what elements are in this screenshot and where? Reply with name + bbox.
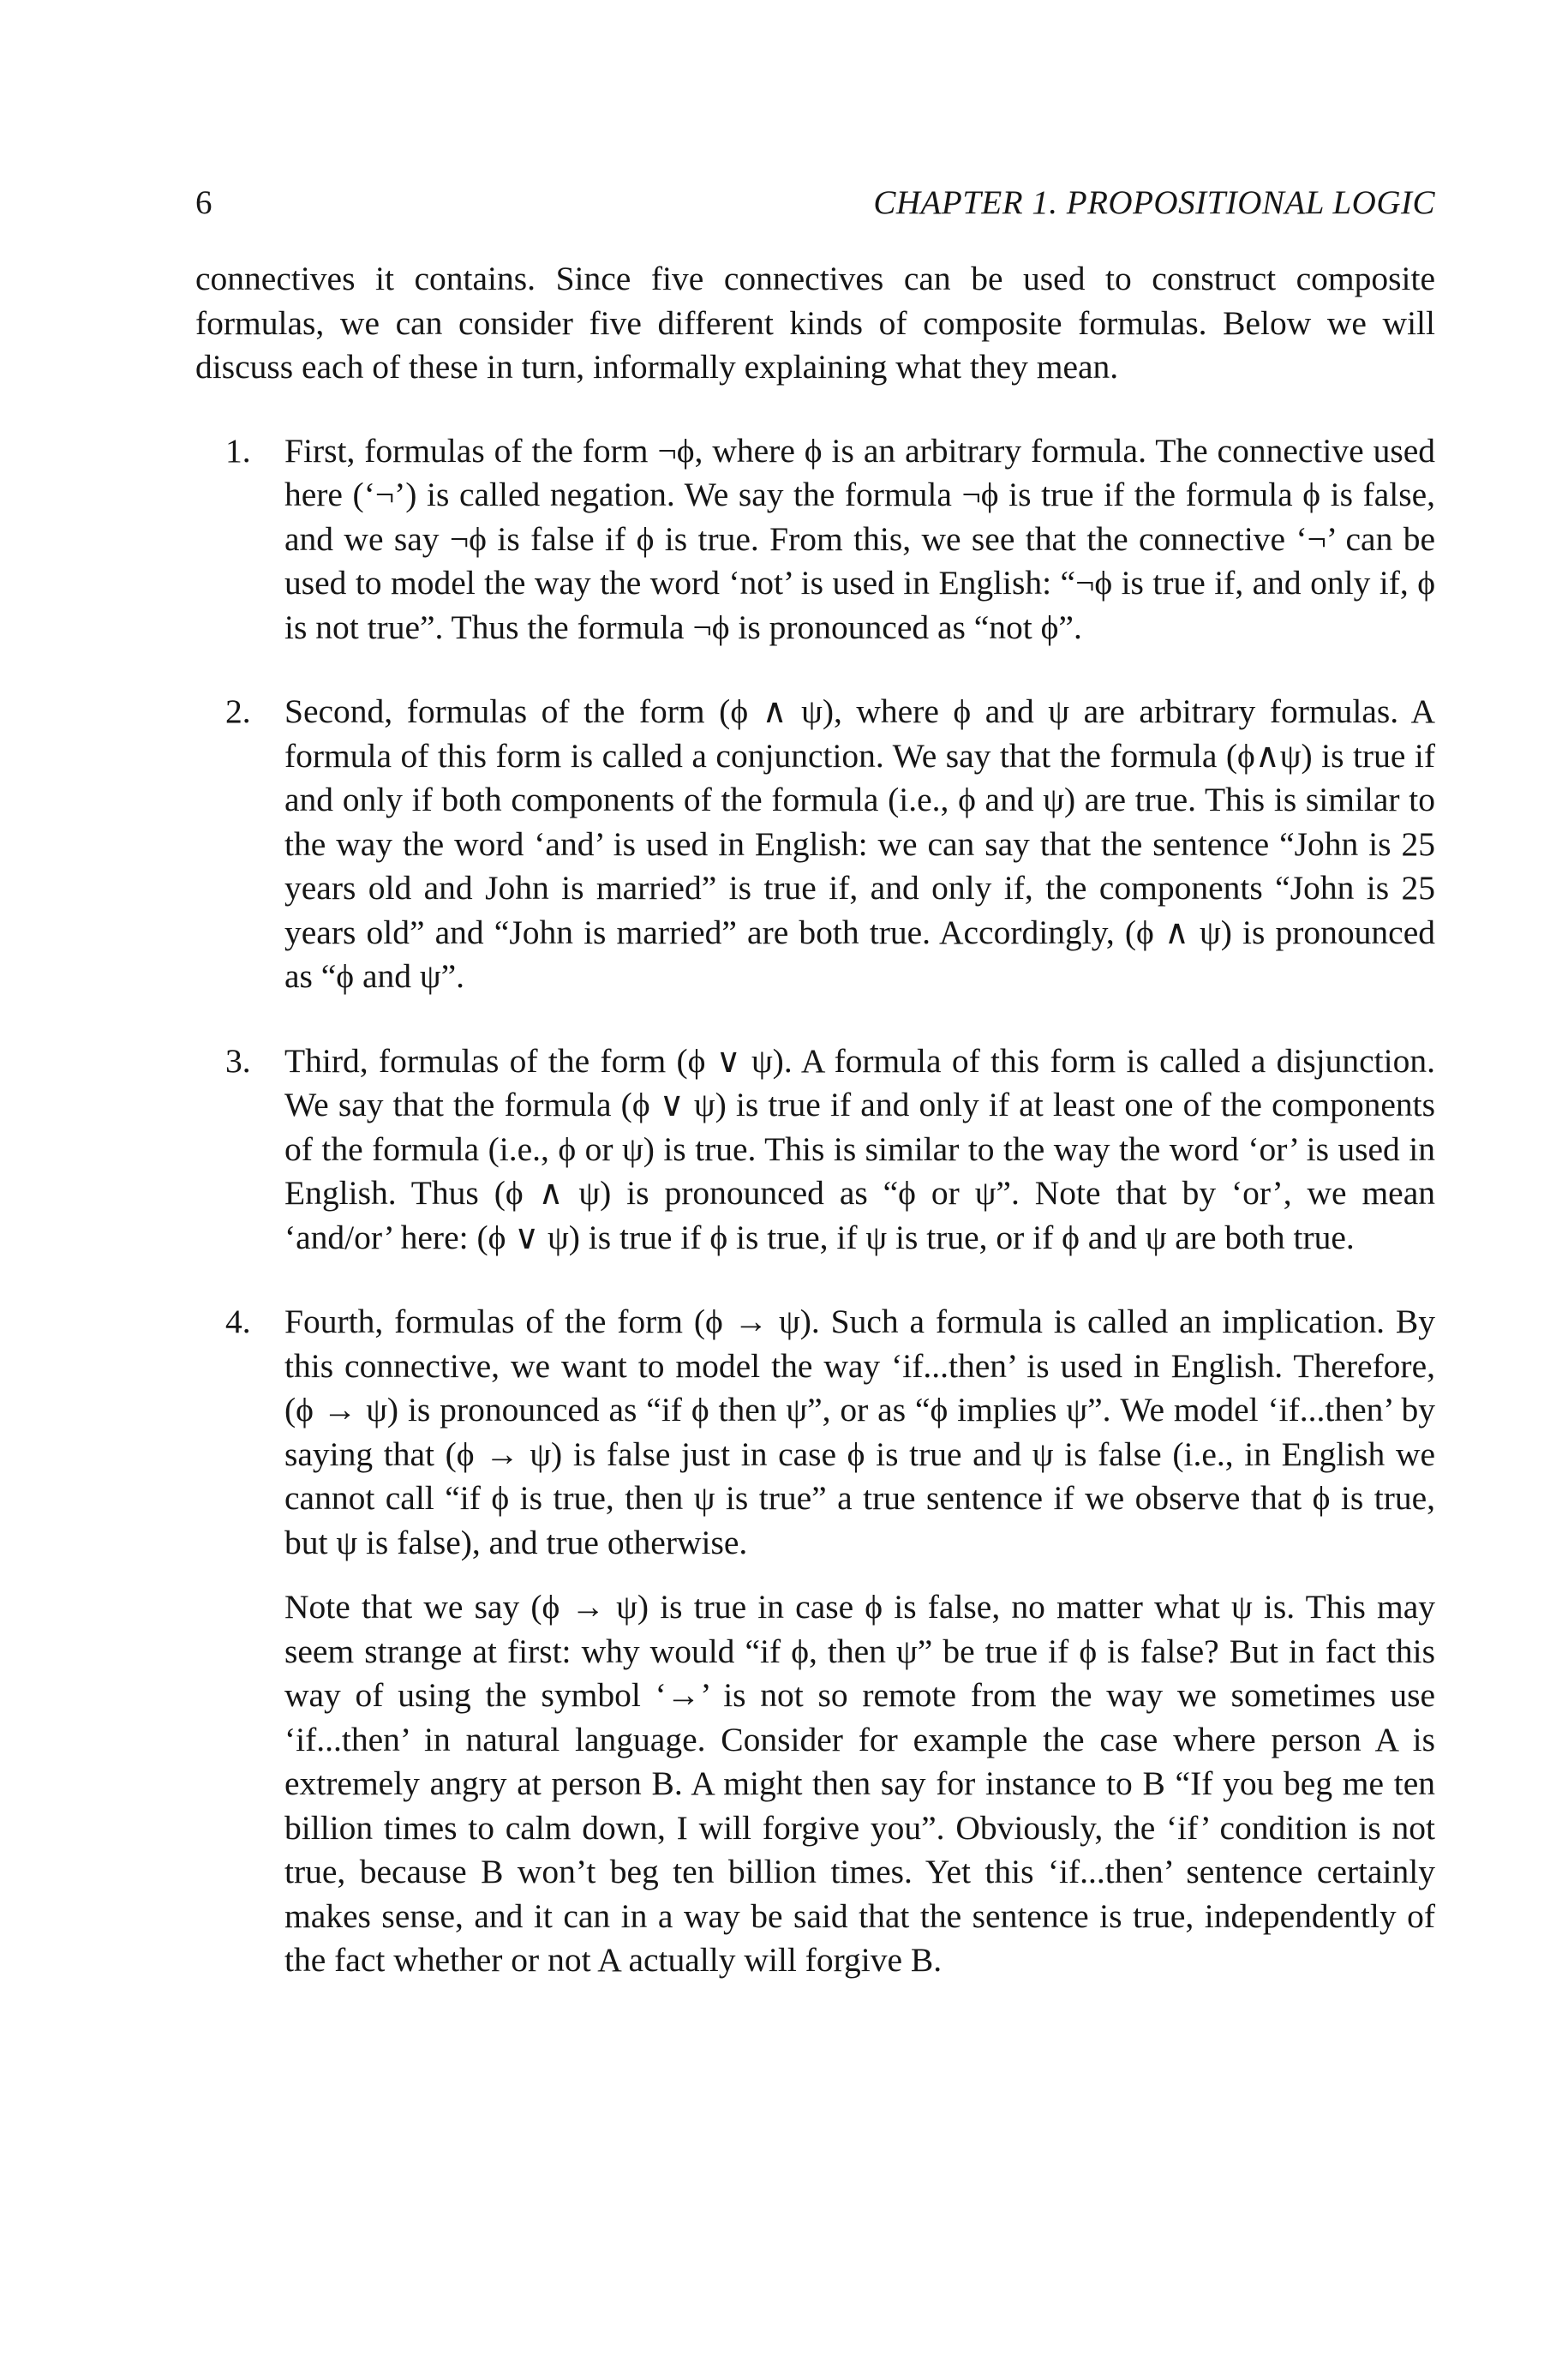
list-item-disjunction bbox=[195, 1039, 1435, 1261]
list-item-text: Fourth, formulas of the form (ϕ → ψ). Such a formula is called an implication. By this connective, we want to model the way ‘if...then’ is used in English. Therefore, (ϕ → ψ) is pronounced as “if ϕ then ψ”, or as “ϕ implies ψ”. We model ‘if...then’ by saying that (ϕ → ψ) is false just in case ϕ is true and ψ is false (i.e., in English we cannot call “if ϕ is true, then ψ is true” a true sentence if we observe that ϕ is true, but ψ is false), and true otherwise. bbox=[284, 1303, 1435, 1561]
implication-note-paragraph: Note that we say (ϕ → ψ) is true in case ϕ is false, no matter what ψ is. This may seem strange at first: why would “if ϕ, then ψ” be true if ϕ is false? But in fact this way of using the symbol ‘→’ is not so remote from the way we sometimes use ‘if...then’ in natural language. Consider for example the case where person A is extremely angry at person B. A might then say for instance to B “If you beg me ten billion times to calm down, I will forgive you”. Obviously, the ‘if’ condition is not true, because B won’t beg ten billion times. Yet this ‘if...then’ sentence certainly makes sense, and it can in a way be said that the sentence is true, independently of the fact whether or not A actually will forgive B. bbox=[284, 1588, 1435, 1979]
list-item-number: 1. bbox=[225, 431, 251, 470]
intro-paragraph: connectives it contains. Since five connectives can be used to construct composite formulas, we can consider five different kinds of composite formulas. Below we will discuss each of these in turn, informally explaining what they mean. bbox=[195, 260, 1435, 386]
connectives-list bbox=[195, 429, 1435, 1983]
list-item-number: 4. bbox=[225, 1303, 251, 1340]
list-item-negation bbox=[195, 429, 1435, 650]
list-item-text: Second, formulas of the form (ϕ ∧ ψ), where ϕ and ψ are arbitrary formulas. A formula of this form is called a conjunction. We say that the formula (ϕ∧ψ) is true if and only if both components of the formula (i.e., ϕ and ψ) are true. This is similar to the way the word ‘and’ is used in English: we can say that the sentence “John is 25 years old and John is married” is true if, and only if, the components “John is 25 years old” and “John is married” are both true. Accordingly, (ϕ ∧ ψ) is pronounced as “ϕ and ψ”. bbox=[284, 692, 1435, 995]
running-head bbox=[195, 177, 1435, 229]
list-item-implication bbox=[195, 1300, 1435, 1983]
list-item-number: 2. bbox=[225, 692, 251, 730]
list-item-number: 3. bbox=[225, 1041, 251, 1080]
chapter-title: CHAPTER 1. PROPOSITIONAL LOGIC bbox=[873, 184, 1435, 221]
list-item-text: Third, formulas of the form (ϕ ∨ ψ). A formula of this form is called a disjunction. We say that the formula (ϕ ∨ ψ) is true if and only if at least one of the components of the formula (i.e., ϕ or ψ) is true. This is similar to the way the word ‘or’ is used in English. Thus (ϕ ∧ ψ) is pronounced as “ϕ or ψ”. Note that by ‘or’, we mean ‘and/or’ here: (ϕ ∨ ψ) is true if ϕ is true, if ψ is true, or if ϕ and ψ are both true. bbox=[284, 1041, 1435, 1256]
page-number: 6 bbox=[195, 184, 212, 221]
list-item-conjunction bbox=[195, 690, 1435, 999]
list-item-text: First, formulas of the form ¬ϕ, where ϕ is an arbitrary formula. The connective used here (‘¬’) is called negation. We say the formula ¬ϕ is true if the formula ϕ is false, and we say ¬ϕ is false if ϕ is true. From this, we see that the connective ‘¬’ can be used to model the way the word ‘not’ is used in English: “¬ϕ is true if, and only if, ϕ is not true”. Thus the formula ¬ϕ is pronounced as “not ϕ”. bbox=[284, 431, 1435, 646]
body-text bbox=[195, 257, 1435, 2023]
